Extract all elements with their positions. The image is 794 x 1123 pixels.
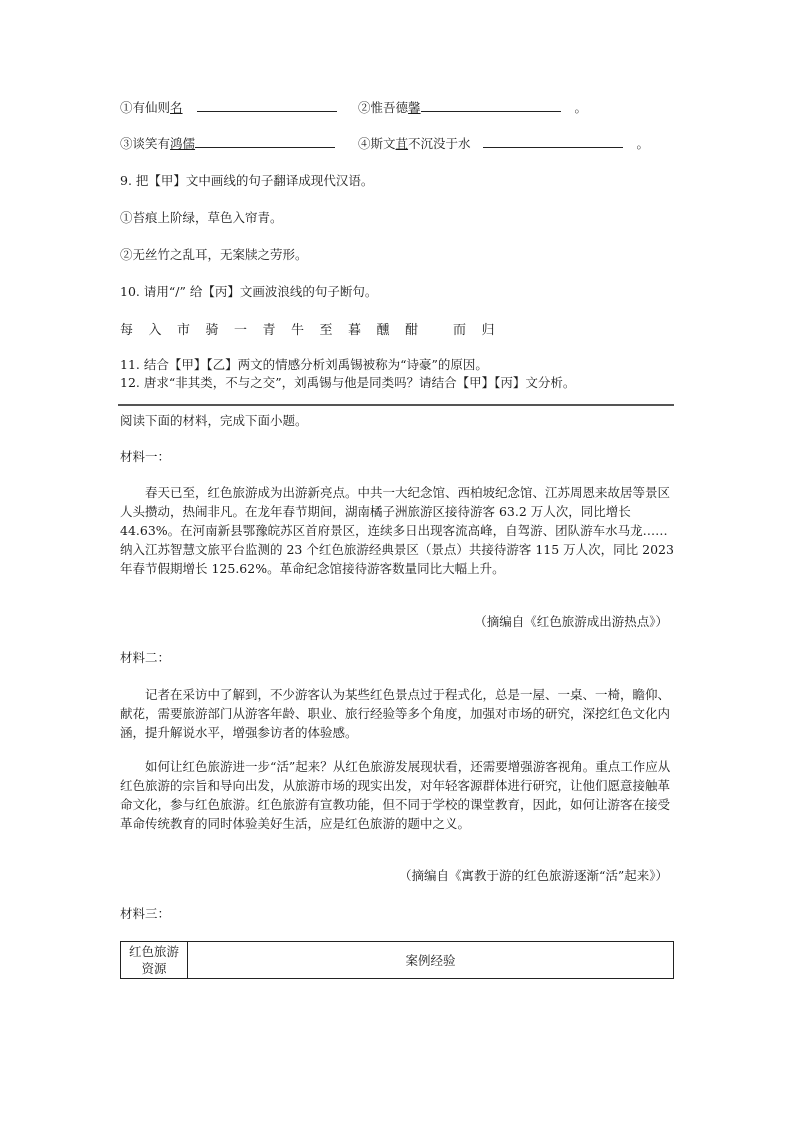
answer-blank[interactable] xyxy=(483,146,623,148)
section-divider xyxy=(118,404,674,406)
material-2-source: （摘编自《寓教于游的红色旅游逐渐“活”起来》） xyxy=(398,868,668,883)
q8-item-4: ④斯文苴不沉没于水 。 xyxy=(358,136,650,151)
q10-char: 暮 xyxy=(348,323,362,338)
q8-item-2: ②惟吾德馨 。 xyxy=(358,100,588,115)
material-2-paragraph-1: 记者在采访中了解到，不少游客认为某些红色景点过于程式化，总是一屋、一桌、一椅，瞻仰、献花，需要旅游部门从游客年龄、职业、旅行经验等多个角度，加强对市场的研究，深挖红色文化内涵，提升解说水平，增强参访者的体验感。 xyxy=(120,687,671,740)
table-header-resource: 红色旅游 资源 xyxy=(121,942,188,979)
q9-prompt: 9. 把【甲】文中画线的句子翻译成现代汉语。 xyxy=(120,173,374,188)
answer-blank[interactable] xyxy=(195,146,335,148)
q10-char: 醺 xyxy=(376,323,390,338)
q10-char: 市 xyxy=(177,323,191,338)
q10-char: 青 xyxy=(262,323,276,338)
q10-char: 酣 xyxy=(405,323,419,338)
material-1-label: 材料一： xyxy=(120,449,171,464)
q10-char: 归 xyxy=(481,323,495,338)
q10-char: 牛 xyxy=(291,323,305,338)
answer-blank[interactable] xyxy=(421,110,561,112)
q10-char: 一 xyxy=(234,323,248,338)
q8-item-1: ①有仙则名 xyxy=(120,98,337,116)
q10-char: 至 xyxy=(319,323,333,338)
q8-item-3: ③谈笑有鸿儒 xyxy=(120,134,335,152)
material-3-label: 材料三： xyxy=(120,906,171,921)
q10-char: 而 xyxy=(453,323,467,338)
answer-blank[interactable] xyxy=(197,110,337,112)
q11-prompt: 11. 结合【甲】【乙】两文的情感分析刘禹锡被称为“诗豪”的原因。 xyxy=(120,357,488,372)
q10-sentence xyxy=(120,319,510,338)
q10-char: 骑 xyxy=(205,323,219,338)
material-1-body: 春天已至，红色旅游成为出游新亮点。中共一大纪念馆、西柏坡纪念馆、江苏周恩来故居等景区人头攒动，热闹非凡。在龙年春节期间，湖南橘子洲旅游区接待游客 63.2 万人次，同比增长 44.63%。在河南新县鄂豫皖苏区首府景区，连续多日出现客流高峰，自驾游、团队游车水马龙……纳入江苏智慧文旅平台监测的 23 个红色旅游经典景区（景点）共接待游客 115 万人次，同比 2023 年春节假期增长 125.62%。革命纪念馆接待游客数量同比大幅上升。 xyxy=(120,485,674,576)
q9-sentence-2: ②无丝竹之乱耳，无案牍之劳形。 xyxy=(120,247,308,262)
material-2-label: 材料二： xyxy=(120,650,171,665)
q10-prompt: 10. 请用“/” 给【丙】文画波浪线的句子断句。 xyxy=(120,284,378,299)
material-3-table xyxy=(120,941,674,979)
q10-char: 每 xyxy=(120,323,134,338)
q9-sentence-1: ①苔痕上阶绿，草色入帘青。 xyxy=(120,210,283,225)
reading-instruction: 阅读下面的材料，完成下面小题。 xyxy=(120,413,308,428)
table-header-row xyxy=(121,942,674,979)
q10-char: 入 xyxy=(148,323,162,338)
q12-prompt: 12. 唐求“非其类，不与之交”，刘禹锡与他是同类吗？请结合【甲】【丙】文分析。 xyxy=(120,375,576,390)
material-1-source: （摘编自《红色旅游成出游热点》） xyxy=(474,614,668,629)
material-2-paragraph-2: 如何让红色旅游进一步“活”起来？从红色旅游发展现状看，还需要增强游客视角。重点工作应从红色旅游的宗旨和导向出发，从旅游市场的现实出发，对年轻客源群体进行研究，让他们愿意接触革命文化，参与红色旅游。红色旅游有宣教功能，但不同于学校的课堂教育，因此，如何让游客在接受革命传统教育的同时体验美好生活，应是红色旅游的题中之义。 xyxy=(120,759,671,831)
table-header-cases: 案例经验 xyxy=(188,942,674,979)
